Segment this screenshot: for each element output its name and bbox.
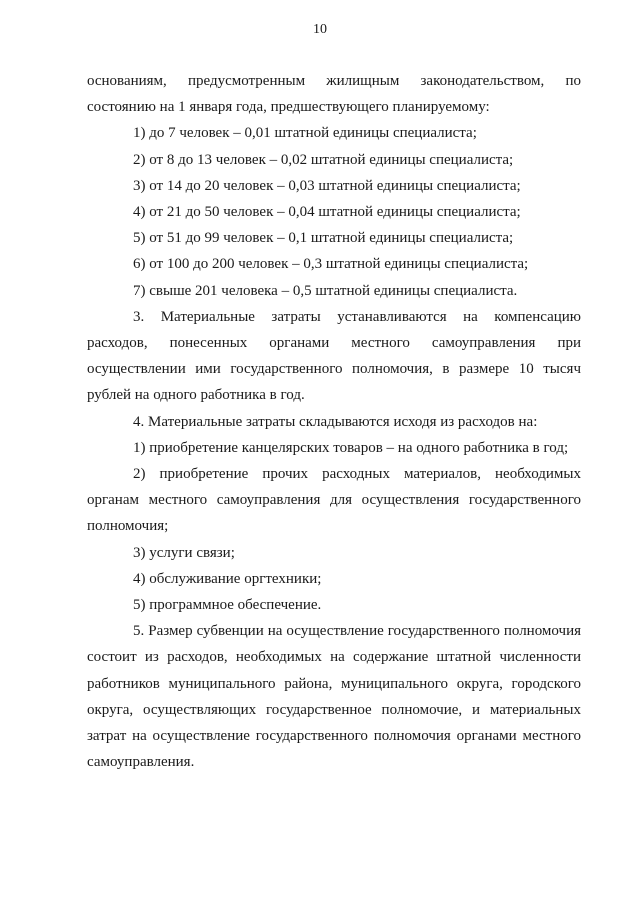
paragraph-5: 5. Размер субвенции на осуществление государственного полномочия состоит из расходов, необходимых на содержание штатной численности работников муниципального района, муниципального округа, городского округа, осуществляющих государственное полномочие, и материальных затрат на осуществление государственного полномочия органами местного самоуправления. (87, 623, 581, 771)
paragraph-continuation: основаниям, предусмотренным жилищным законодательством, по состоянию на 1 января года, предшествующего планируемому: (87, 73, 581, 116)
page-number: 10 (313, 22, 327, 37)
staff-item-2: 2) от 8 до 13 человек – 0,02 штатной единицы специалиста; (133, 151, 514, 168)
document-body (87, 68, 581, 775)
staff-item-7: 7) свыше 201 человека – 0,5 штатной единицы специалиста. (133, 282, 518, 299)
expense-item-5: 5) программное обеспечение. (133, 597, 322, 614)
expense-item-3: 3) услуги связи; (133, 544, 235, 561)
paragraph-3: 3. Материальные затраты устанавливаются на компенсацию расходов, понесенных органами местного самоуправления при осуществлении ими государственного полномочия, в размере 10 тысяч рублей на одного работника в год. (87, 308, 581, 404)
staff-item-3: 3) от 14 до 20 человек – 0,03 штатной единицы специалиста; (133, 177, 521, 194)
staff-item-1: 1) до 7 человек – 0,01 штатной единицы специалиста; (133, 125, 477, 142)
expense-item-2: 2) приобретение прочих расходных материалов, необходимых органам местного самоуправления для осуществления государственного полномочия; (87, 466, 581, 535)
paragraph-4: 4. Материальные затраты складываются исходя из расходов на: (133, 413, 538, 430)
staff-item-4: 4) от 21 до 50 человек – 0,04 штатной единицы специалиста; (133, 204, 521, 221)
expense-item-4: 4) обслуживание оргтехники; (133, 570, 322, 587)
expense-item-1: 1) приобретение канцелярских товаров – на одного работника в год; (133, 439, 569, 456)
staff-item-6: 6) от 100 до 200 человек – 0,3 штатной единицы специалиста; (133, 256, 529, 273)
staff-item-5: 5) от 51 до 99 человек – 0,1 штатной единицы специалиста; (133, 230, 514, 247)
